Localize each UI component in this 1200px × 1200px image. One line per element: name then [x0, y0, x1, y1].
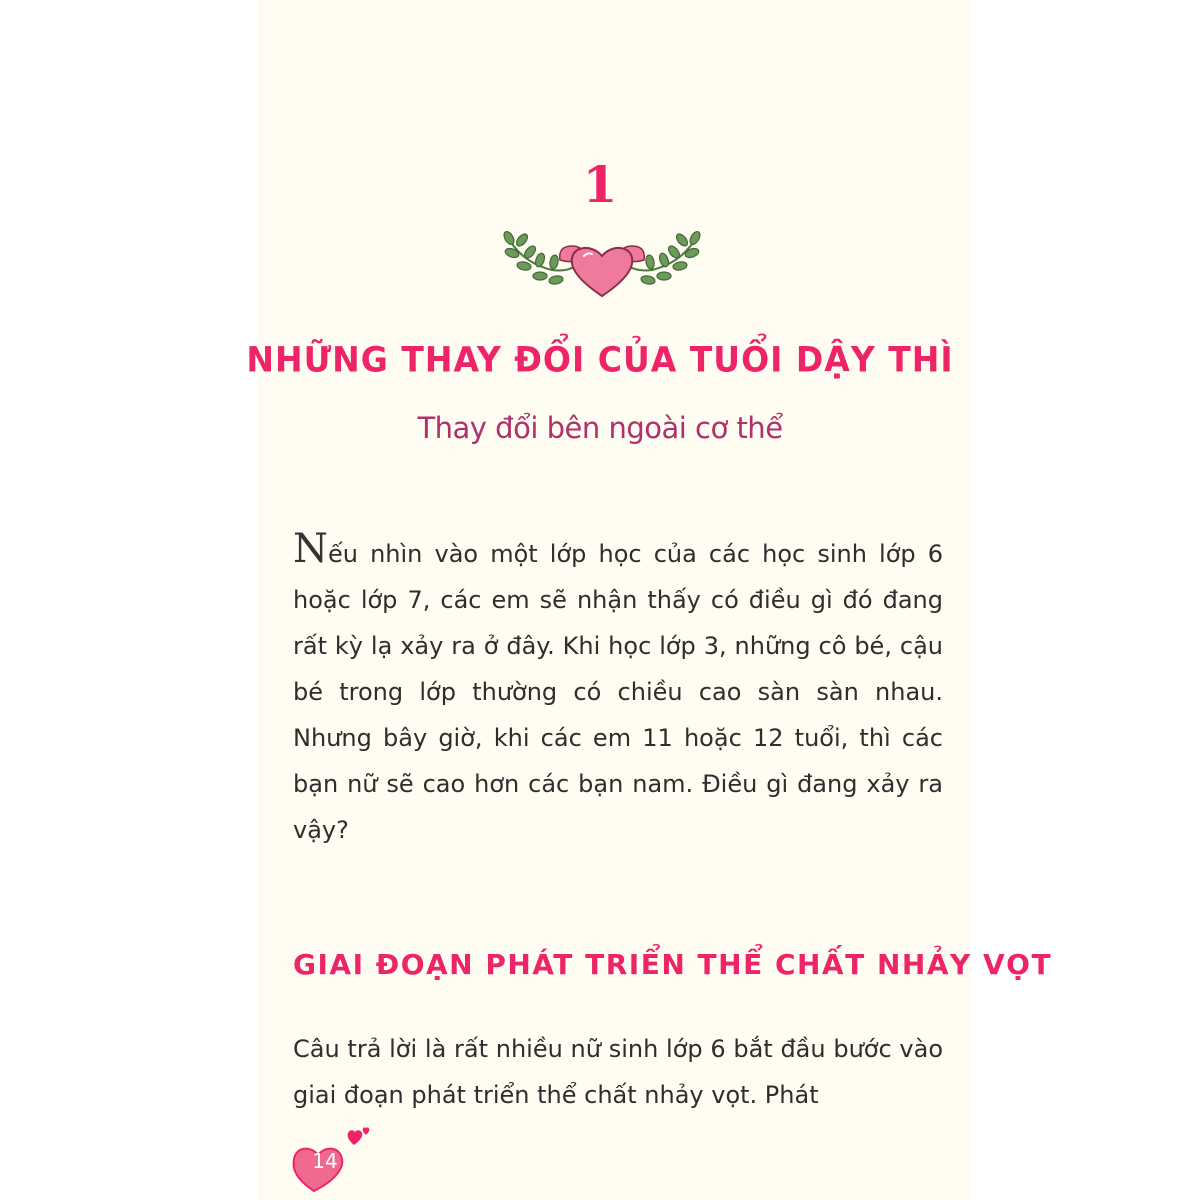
- chapter-title: NHỮNG THAY ĐỔI CỦA TUỔI DẬY THÌ: [246, 338, 954, 380]
- chapter-number: 1: [582, 155, 618, 214]
- chapter-subtitle: Thay đổi bên ngoài cơ thể: [417, 411, 783, 445]
- heart-with-leaf-vine-icon: [500, 222, 704, 302]
- section-heading: GIAI ĐOẠN PHÁT TRIỂN THỂ CHẤT NHẢY VỌT: [293, 948, 1053, 981]
- body-paragraph-1: [293, 526, 943, 853]
- body-paragraph-2: Câu trả lời là rất nhiều nữ sinh lớp 6 bắt đầu bước vào giai đoạn phát triển thể chất nhảy vọt. Phát: [293, 1035, 943, 1109]
- page-number: 14: [312, 1149, 338, 1173]
- paragraph-1-text: ếu nhìn vào một lớp học của các học sinh lớp 6 hoặc lớp 7, các em sẽ nhận thấy có điều gì đó đang rất kỳ lạ xảy ra ở đây. Khi học lớp 3, những cô bé, cậu bé trong lớp thường có chiều cao sàn sàn nhau. Nhưng bây giờ, khi các em 11 hoặc 12 tuổi, thì các bạn nữ sẽ cao hơn các bạn nam. Điều gì đang xảy ra vậy?: [293, 540, 943, 844]
- drop-cap: N: [293, 526, 328, 572]
